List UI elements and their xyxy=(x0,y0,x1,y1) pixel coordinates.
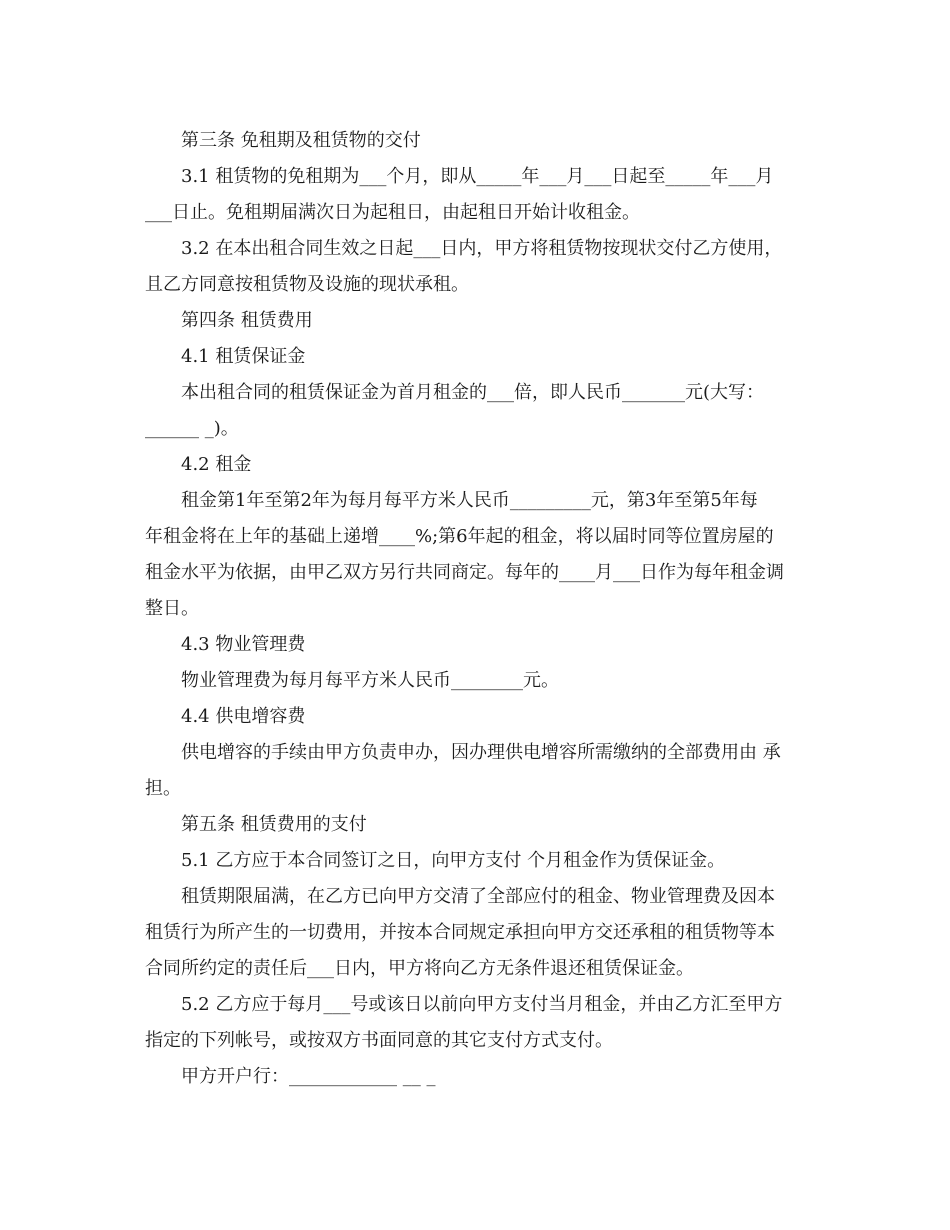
section-heading-5: 第五条 租赁费用的支付 xyxy=(181,814,367,835)
clause-5-2-line-1: 5.2 乙方应于每月___号或该日以前向甲方支付当月租金，并由乙方汇至甲方 xyxy=(181,994,783,1015)
clause-5-1-para-2-line-2: 租赁行为所产生的一切费用，并按本合同规定承担向甲方交还承租的租赁物等本 xyxy=(145,922,775,943)
clause-3-1-line-2: ___日止。免租期届满次日为起租日，由起租日开始计收租金。 xyxy=(145,202,640,223)
clause-4-2-line-4: 整日。 xyxy=(145,598,199,619)
clause-4-3-title: 4.3 物业管理费 xyxy=(181,634,306,655)
clause-5-1-line-1: 5.1 乙方应于本合同签订之日，向甲方支付 个月租金作为赁保证金。 xyxy=(181,850,726,871)
clause-4-2-line-2: 年租金将在上年的基础上递增____%;第6年起的租金，将以届时同等位置房屋的 xyxy=(145,526,774,547)
clause-4-2-line-1: 租金第1年至第2年为每月每平方米人民币_________元，第3年至第5年每 xyxy=(181,490,758,511)
document-body xyxy=(145,123,813,1095)
clause-4-4-title: 4.4 供电增容费 xyxy=(181,706,306,727)
clause-5-1-para-2-line-3: 合同所约定的责任后___日内，甲方将向乙方无条件退还租赁保证金。 xyxy=(145,958,694,979)
clause-4-2-title: 4.2 租金 xyxy=(181,454,252,475)
section-heading-4: 第四条 租赁费用 xyxy=(181,310,313,331)
clause-4-1-line-1: 本出租合同的租赁保证金为首月租金的___倍，即人民币_______元(大写： xyxy=(181,382,765,403)
clause-3-1-line-1: 3.1 租赁物的免租期为___个月，即从_____年___月___日起至_____年___月 xyxy=(181,166,774,187)
clause-3-2-line-1: 3.2 在本出租合同生效之日起___日内，甲方将租赁物按现状交付乙方使用， xyxy=(181,238,783,259)
clause-4-4-line-1: 供电增容的手续由甲方负责申办，因办理供电增容所需缴纳的全部费用由 承 xyxy=(181,742,781,763)
section-heading-3: 第三条 免租期及租赁物的交付 xyxy=(181,130,421,151)
clause-5-2-line-2: 指定的下列帐号，或按双方书面同意的其它支付方式支付。 xyxy=(145,1030,613,1051)
clause-4-2-line-3: 租金水平为依据，由甲乙双方另行共同商定。每年的____月___日作为每年租金调 xyxy=(145,562,784,583)
clause-5-1-para-2-line-1: 租赁期限届满，在乙方已向甲方交清了全部应付的租金、物业管理费及因本 xyxy=(181,886,775,907)
clause-4-1-title: 4.1 租赁保证金 xyxy=(181,346,306,367)
clause-4-1-line-2: ______ _)。 xyxy=(145,418,239,439)
clause-4-3-line-1: 物业管理费为每月每平方米人民币________元。 xyxy=(181,670,559,691)
bank-account-line: 甲方开户行：____________ __ _ xyxy=(181,1066,436,1087)
clause-3-2-line-2: 且乙方同意按租赁物及设施的现状承租。 xyxy=(145,274,469,295)
clause-4-4-line-2: 担。 xyxy=(145,778,181,799)
